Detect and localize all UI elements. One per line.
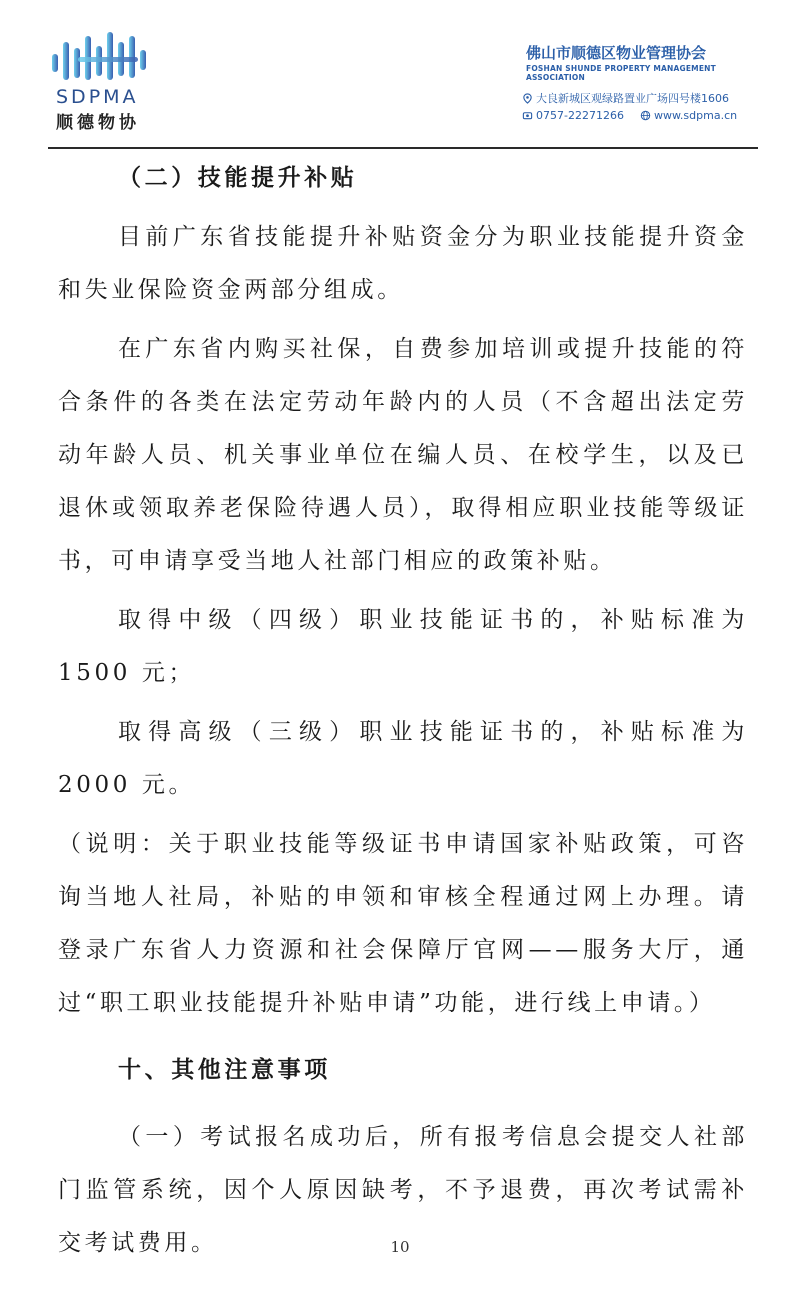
paragraph-4: 取得高级（三级）职业技能证书的，补贴标准为 2000 元。 <box>58 719 748 798</box>
location-pin-icon <box>522 93 533 104</box>
paragraph-5: （一）考试报名成功后，所有报考信息会提交人社部门监管系统，因个人原因缺考，不予退费，再次考试需补交考试费用。 <box>58 1124 748 1256</box>
org-name: 佛山市顺德区物业管理协会 <box>526 44 707 62</box>
paragraph-3: 取得中级（四级）职业技能证书的，补贴标准为 1500 元； <box>58 607 748 686</box>
header-divider <box>48 147 758 149</box>
phone-text: 0757-22271266 <box>536 109 624 122</box>
contact-line <box>486 109 756 122</box>
website-text: www.sdpma.cn <box>653 109 738 122</box>
address-line <box>486 90 756 106</box>
document-body <box>58 152 748 1270</box>
letterhead <box>0 0 800 150</box>
section-heading: （二）技能提升补贴 <box>118 165 358 191</box>
logo-subtitle: 顺德物协 <box>56 113 140 133</box>
paragraph-1: 目前广东省技能提升补贴资金分为职业技能提升资金和失业保险资金两部分组成。 <box>58 224 748 303</box>
address-text: 大良新城区观绿路置业广场四号楼1606 <box>536 92 729 105</box>
paragraph-2: 在广东省内购买社保，自费参加培训或提升技能的符合条件的各类在法定劳动年龄内的人员（不含超出法定劳动年龄人员、机关事业单位在编人员、在校学生，以及已退休或领取养老保险待遇人员），取得相应职业技能等级证书，可申请享受当地人社部门相应的政策补贴。 <box>58 336 748 574</box>
logo-text: SDPMA <box>56 86 139 108</box>
logo-bars-icon <box>48 28 158 84</box>
organization-info <box>486 42 756 122</box>
globe-icon <box>640 110 651 121</box>
section-heading-2: 十、其他注意事项 <box>118 1057 331 1083</box>
phone-icon <box>522 110 533 121</box>
page-number: 10 <box>390 1238 410 1256</box>
sdpma-logo <box>48 28 168 133</box>
org-name-en: FOSHAN SHUNDE PROPERTY MANAGEMENT ASSOCIATION <box>526 64 716 82</box>
note-paragraph: （说明：关于职业技能等级证书申请国家补贴政策，可咨询当地人社局，补贴的申领和审核全程通过网上办理。请登录广东省人力资源和社会保障厅官网——服务大厅，通过“职工职业技能提升补贴申请”功能，进行线上申请。） <box>58 831 748 1016</box>
